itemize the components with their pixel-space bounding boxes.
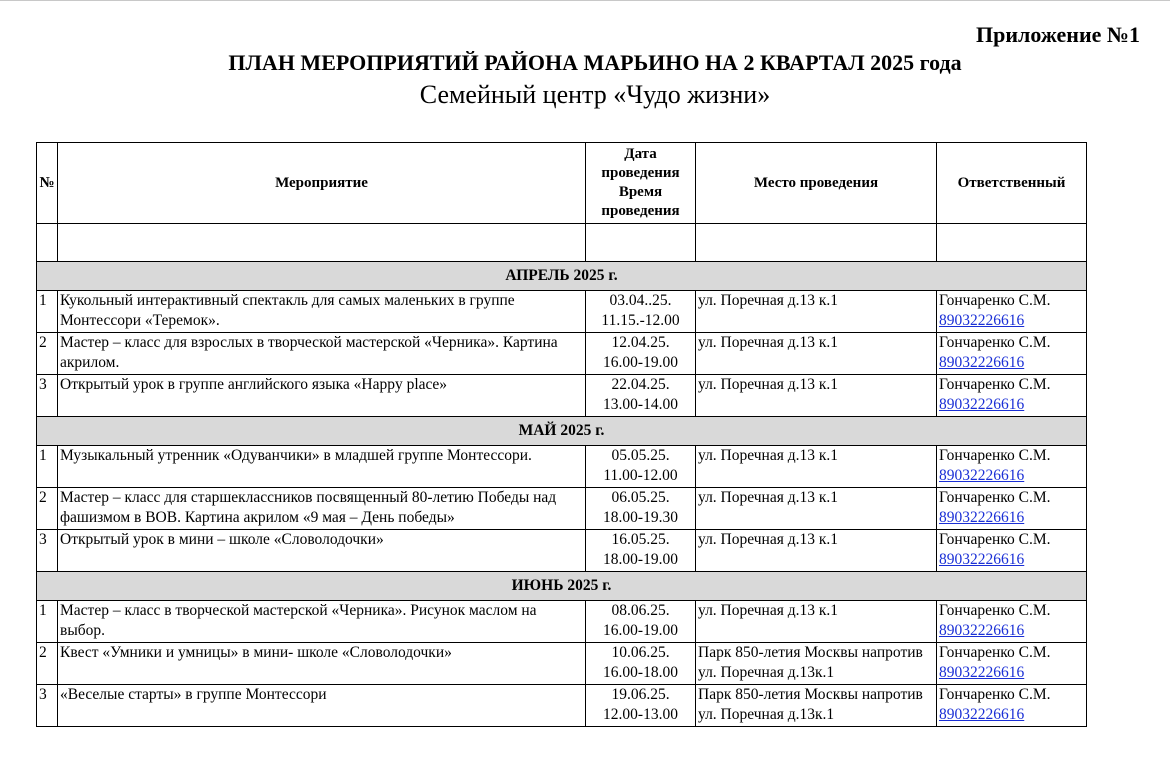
month-heading: ИЮНЬ 2025 г. xyxy=(37,572,1087,601)
event-time: 16.00-19.00 xyxy=(603,354,678,371)
appendix-label: Приложение №1 xyxy=(976,22,1140,47)
responsible-cell xyxy=(937,601,1087,643)
responsible-phone-link[interactable]: 89032226616 xyxy=(939,312,1025,329)
responsible-phone-link[interactable]: 89032226616 xyxy=(939,396,1025,413)
responsible-name: Гончаренко С.М. xyxy=(939,686,1051,703)
event-description: Кукольный интерактивный спектакль для самых маленьких в группе Монтессори «Теремок». xyxy=(58,291,586,333)
event-time: 16.00-19.00 xyxy=(603,622,678,639)
table-row xyxy=(37,488,1087,530)
responsible-phone-link[interactable]: 89032226616 xyxy=(939,622,1025,639)
responsible-phone-link[interactable]: 89032226616 xyxy=(939,509,1025,526)
event-description: «Веселые старты» в группе Монтессори xyxy=(58,685,586,727)
responsible-name: Гончаренко С.М. xyxy=(939,602,1051,619)
event-time: 11.15.-12.00 xyxy=(601,312,680,329)
column-header-responsible: Ответственный xyxy=(937,143,1087,224)
table-row xyxy=(37,685,1087,727)
table-row xyxy=(37,530,1087,572)
event-description: Мастер – класс в творческой мастерской «Черника». Рисунок маслом на выбор. xyxy=(58,601,586,643)
column-header-number: № xyxy=(37,143,58,224)
event-time: 16.00-18.00 xyxy=(603,664,678,681)
table-header-row xyxy=(37,143,1087,224)
document-title: ПЛАН МЕРОПРИЯТИЙ РАЙОНА МАРЬИНО НА 2 КВАРТАЛ 2025 года xyxy=(228,50,962,75)
event-date: 08.06.25. xyxy=(611,602,670,619)
responsible-cell xyxy=(937,643,1087,685)
event-description: Открытый урок в группе английского языка «Happy place» xyxy=(58,375,586,417)
responsible-name: Гончаренко С.М. xyxy=(939,447,1051,464)
event-time: 18.00-19.30 xyxy=(603,509,678,526)
responsible-phone-link[interactable]: 89032226616 xyxy=(939,467,1025,484)
responsible-name: Гончаренко С.М. xyxy=(939,334,1051,351)
responsible-phone-link[interactable]: 89032226616 xyxy=(939,354,1025,371)
row-number: 2 xyxy=(37,488,58,530)
column-header-date-time: Дата проведения Время проведения xyxy=(586,143,696,224)
month-heading: АПРЕЛЬ 2025 г. xyxy=(37,262,1087,291)
event-date-time xyxy=(586,685,696,727)
row-number: 1 xyxy=(37,291,58,333)
event-date: 03.04..25. xyxy=(609,292,672,309)
row-number: 1 xyxy=(37,446,58,488)
event-time: 12.00-13.00 xyxy=(603,706,678,723)
event-time: 13.00-14.00 xyxy=(603,396,678,413)
event-place: Парк 850-летия Москвы напротив ул. Поречная д.13к.1 xyxy=(696,643,937,685)
event-place: ул. Поречная д.13 к.1 xyxy=(696,333,937,375)
event-date-time xyxy=(586,601,696,643)
column-header-event: Мероприятие xyxy=(58,143,586,224)
event-place: ул. Поречная д.13 к.1 xyxy=(696,446,937,488)
event-date: 16.05.25. xyxy=(611,531,670,548)
event-description: Открытый урок в мини – школе «Словолодочки» xyxy=(58,530,586,572)
row-number: 1 xyxy=(37,601,58,643)
event-date-time xyxy=(586,375,696,417)
responsible-name: Гончаренко С.М. xyxy=(939,376,1051,393)
table-row xyxy=(37,643,1087,685)
event-place: ул. Поречная д.13 к.1 xyxy=(696,488,937,530)
table-row xyxy=(37,601,1087,643)
responsible-phone-link[interactable]: 89032226616 xyxy=(939,551,1025,568)
responsible-phone-link[interactable]: 89032226616 xyxy=(939,664,1025,681)
event-date-time xyxy=(586,446,696,488)
event-date: 19.06.25. xyxy=(611,686,670,703)
responsible-name: Гончаренко С.М. xyxy=(939,489,1051,506)
responsible-name: Гончаренко С.М. xyxy=(939,644,1051,661)
event-date: 10.06.25. xyxy=(611,644,670,661)
event-time: 11.00-12.00 xyxy=(603,467,678,484)
event-date-time xyxy=(586,488,696,530)
event-place: ул. Поречная д.13 к.1 xyxy=(696,601,937,643)
month-section-row xyxy=(37,262,1087,291)
responsible-cell xyxy=(937,488,1087,530)
responsible-cell xyxy=(937,333,1087,375)
event-place: ул. Поречная д.13 к.1 xyxy=(696,530,937,572)
event-date-time xyxy=(586,643,696,685)
responsible-cell xyxy=(937,446,1087,488)
empty-cell xyxy=(37,224,58,262)
month-heading: МАЙ 2025 г. xyxy=(37,417,1087,446)
event-description: Музыкальный утренник «Одуванчики» в младшей группе Монтессори. xyxy=(58,446,586,488)
empty-cell xyxy=(586,224,696,262)
month-section-row xyxy=(37,572,1087,601)
event-description: Квест «Умники и умницы» в мини- школе «Словолодочки» xyxy=(58,643,586,685)
event-description: Мастер – класс для взрослых в творческой мастерской «Черника». Картина акрилом. xyxy=(58,333,586,375)
event-place: Парк 850-летия Москвы напротив ул. Поречная д.13к.1 xyxy=(696,685,937,727)
event-date-time xyxy=(586,530,696,572)
responsible-phone-link[interactable]: 89032226616 xyxy=(939,706,1025,723)
row-number: 3 xyxy=(37,685,58,727)
events-plan-table xyxy=(36,142,1087,727)
row-number: 3 xyxy=(37,530,58,572)
row-number: 2 xyxy=(37,333,58,375)
table-row xyxy=(37,375,1087,417)
table-row xyxy=(37,333,1087,375)
top-rule xyxy=(0,0,1170,1)
event-date: 12.04.25. xyxy=(611,334,670,351)
row-number: 3 xyxy=(37,375,58,417)
event-date: 22.04.25. xyxy=(611,376,670,393)
row-number: 2 xyxy=(37,643,58,685)
event-date-time xyxy=(586,291,696,333)
event-date: 05.05.25. xyxy=(611,447,670,464)
responsible-name: Гончаренко С.М. xyxy=(939,531,1051,548)
empty-row xyxy=(37,224,1087,262)
column-header-place: Место проведения xyxy=(696,143,937,224)
responsible-cell xyxy=(937,375,1087,417)
responsible-cell xyxy=(937,291,1087,333)
responsible-cell xyxy=(937,530,1087,572)
empty-cell xyxy=(937,224,1087,262)
document-subtitle: Семейный центр «Чудо жизни» xyxy=(419,80,771,109)
responsible-cell xyxy=(937,685,1087,727)
event-place: ул. Поречная д.13 к.1 xyxy=(696,375,937,417)
event-description: Мастер – класс для старшеклассников посвященный 80-летию Победы над фашизмом в ВОВ. Картина акрилом «9 мая – День победы» xyxy=(58,488,586,530)
event-date-time xyxy=(586,333,696,375)
event-place: ул. Поречная д.13 к.1 xyxy=(696,291,937,333)
empty-cell xyxy=(58,224,586,262)
table-row xyxy=(37,446,1087,488)
event-date: 06.05.25. xyxy=(611,489,670,506)
table-row xyxy=(37,291,1087,333)
empty-cell xyxy=(696,224,937,262)
event-time: 18.00-19.00 xyxy=(603,551,678,568)
responsible-name: Гончаренко С.М. xyxy=(939,292,1051,309)
month-section-row xyxy=(37,417,1087,446)
